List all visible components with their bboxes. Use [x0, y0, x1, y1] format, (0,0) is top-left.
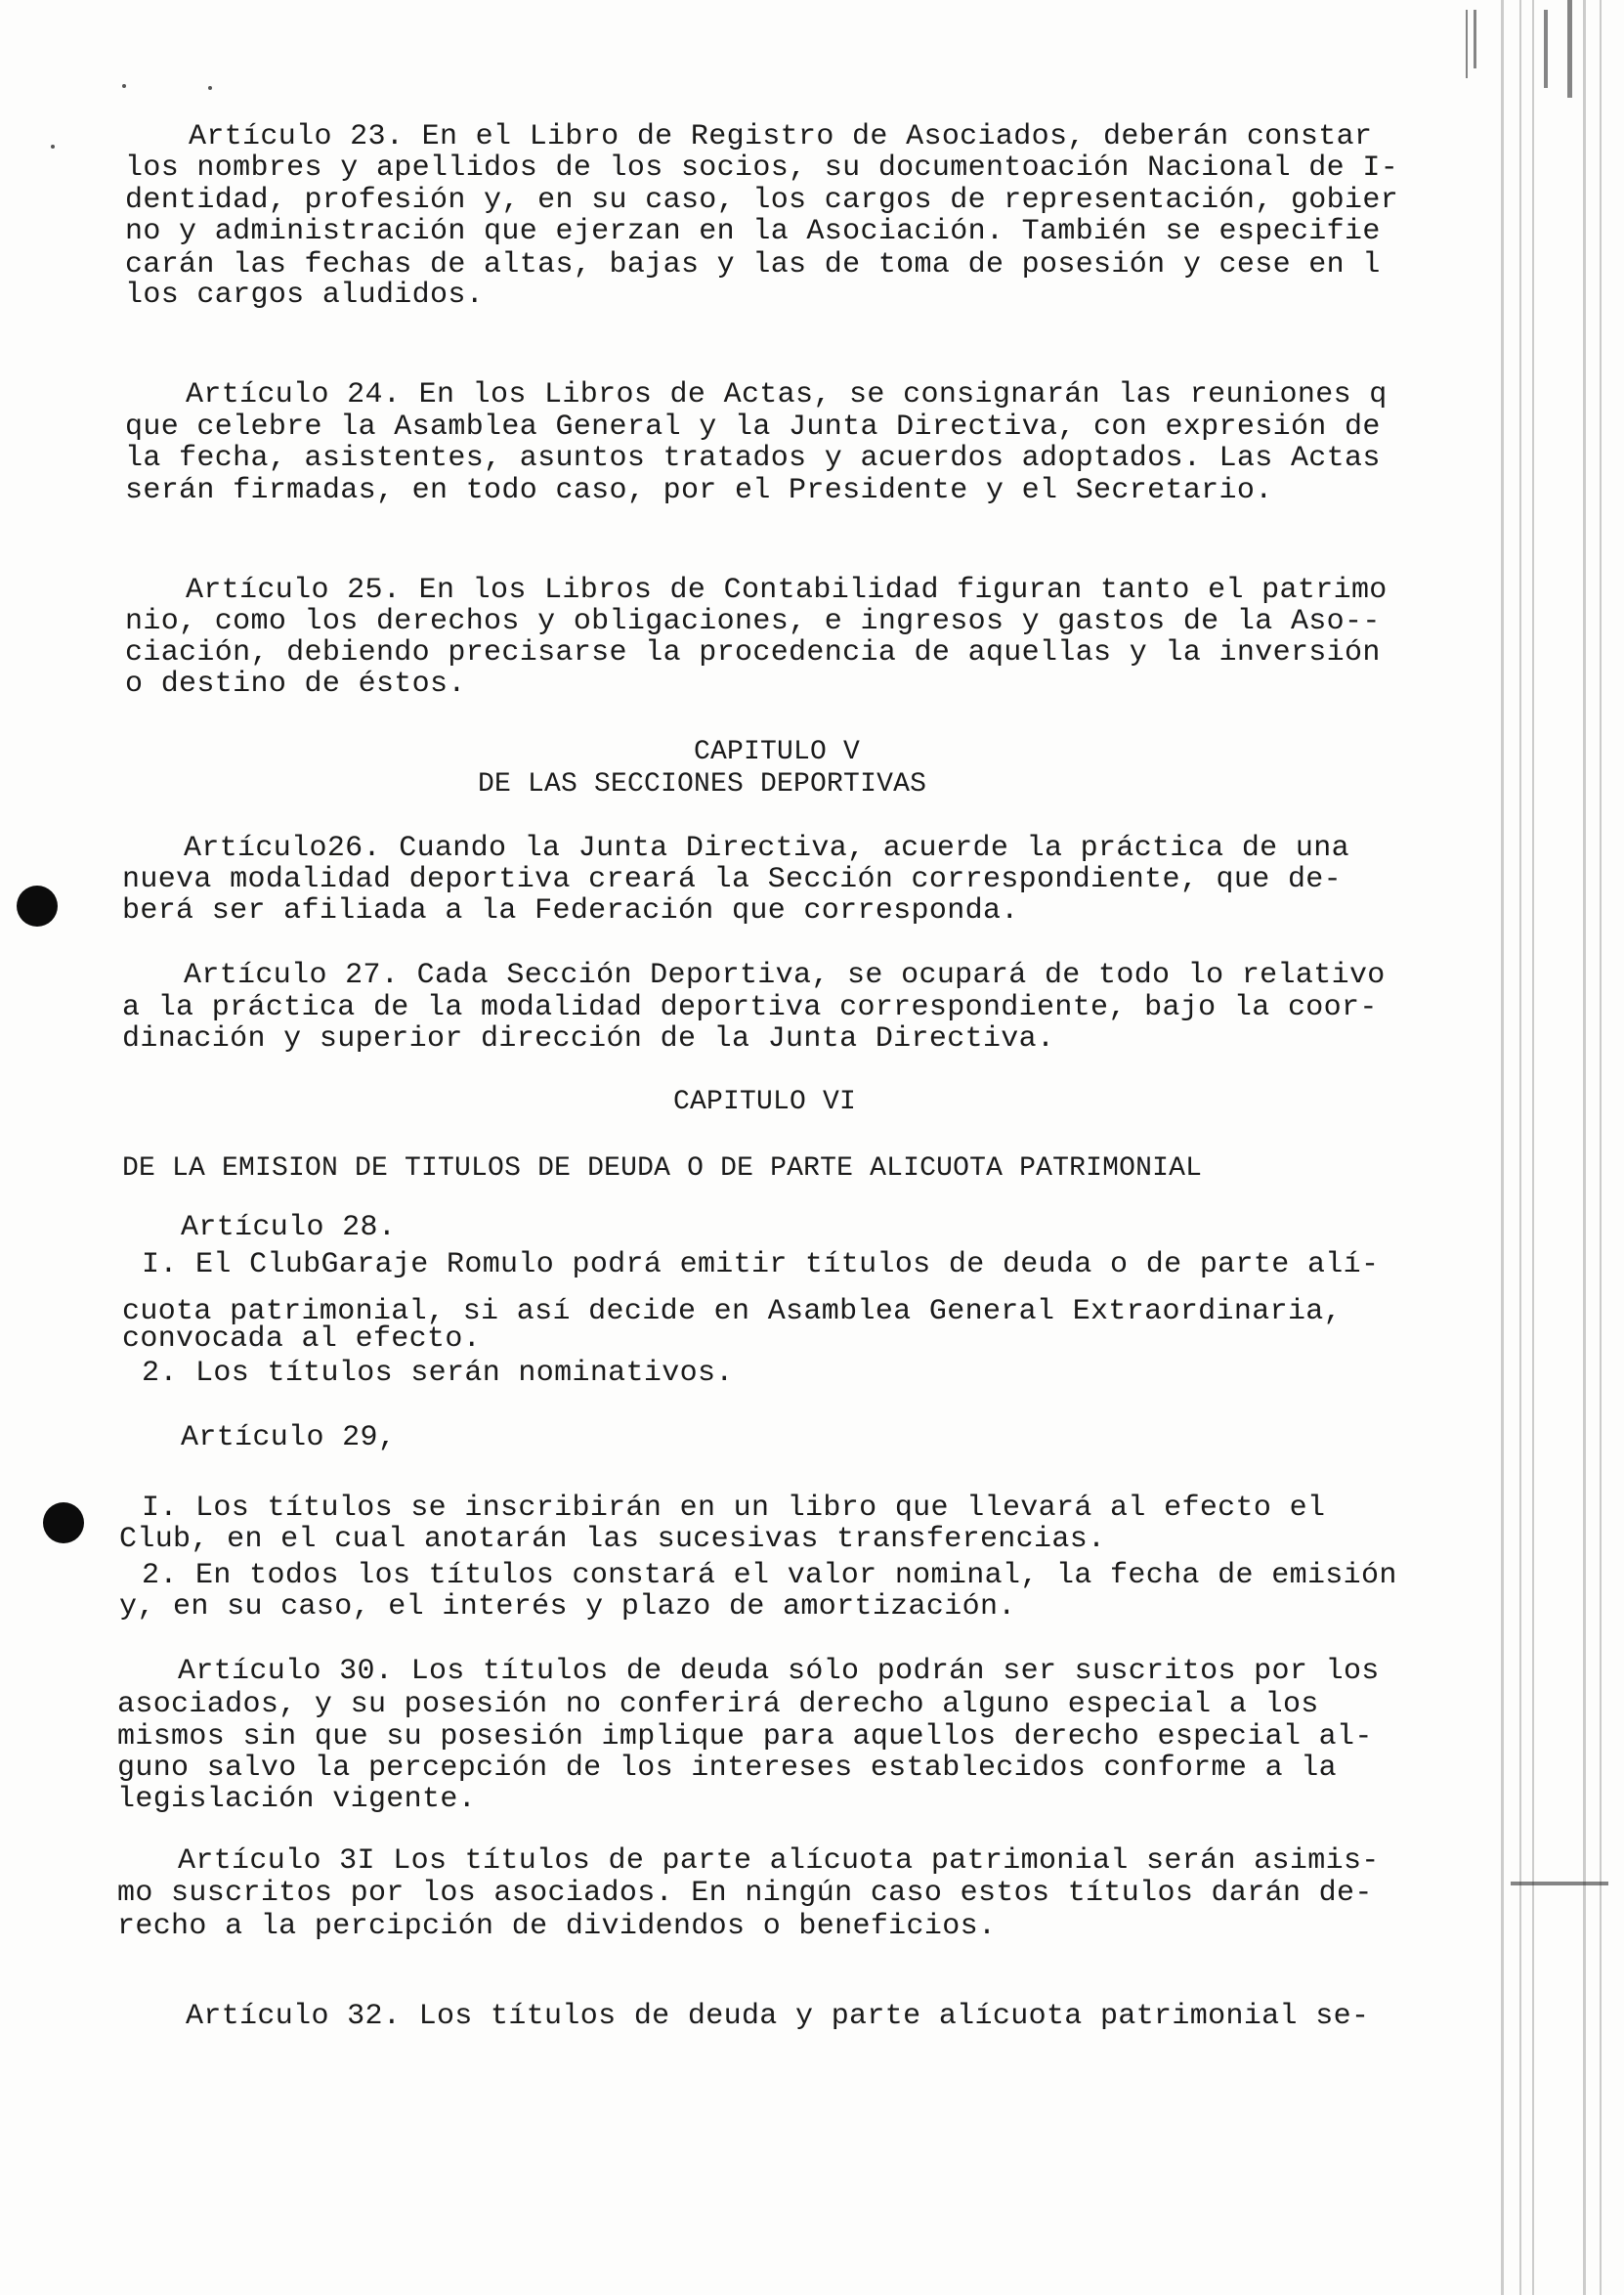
- text-line: asociados, y su posesión no conferirá derecho alguno especial a los: [117, 1688, 1319, 1721]
- text-line: Artículo 29,: [181, 1421, 397, 1454]
- text-line: que celebre la Asamblea General y la Junta Directiva, con expresión de: [125, 411, 1381, 444]
- speck: [208, 86, 212, 90]
- text-line: nueva modalidad deportiva creará la Sección correspondiente, que de-: [122, 863, 1342, 896]
- text-line: Artículo26. Cuando la Junta Directiva, acuerde la práctica de una: [184, 832, 1349, 865]
- text-line: serán firmadas, en todo caso, por el Presidente y el Secretario.: [125, 474, 1273, 507]
- scan-streak: [1519, 0, 1521, 2295]
- text-line: ciación, debiendo precisarse la procedencia de aquellas y la inversión: [125, 636, 1381, 670]
- text-line: Artículo 28.: [181, 1211, 397, 1244]
- text-line: los cargos aludidos.: [125, 279, 485, 312]
- scan-streak: [1501, 0, 1504, 2295]
- punch-hole-top: [17, 886, 58, 927]
- text-line: Artículo 23. En el Libro de Registro de Asociados, deberán constar: [189, 120, 1373, 153]
- text-line: o destino de éstos.: [125, 668, 466, 701]
- text-line: carán las fechas de altas, bajas y las de toma de posesión y cese en l: [125, 248, 1381, 281]
- text-line: Artículo 30. Los títulos de deuda sólo podrán ser suscritos por los: [178, 1655, 1380, 1688]
- chapter-heading: CAPITULO V: [694, 737, 861, 767]
- scan-streak: [1600, 0, 1602, 2295]
- text-line: legislación vigente.: [117, 1783, 477, 1816]
- chapter-title: DE LAS SECCIONES DEPORTIVAS: [478, 769, 927, 800]
- chapter-heading: CAPITULO VI: [673, 1087, 857, 1117]
- text-line: no y administración que ejerzan en la Asociación. También se especifie: [125, 215, 1381, 248]
- scan-streak: [1567, 0, 1572, 98]
- text-line: recho a la percipción de dividendos o beneficios.: [117, 1910, 997, 1943]
- text-line: los nombres y apellidos de los socios, su documentoación Nacional de I-: [125, 152, 1399, 185]
- punch-hole-bottom: [43, 1502, 84, 1543]
- scan-streak: [1583, 0, 1586, 2295]
- text-line: mismos sin que su posesión implique para aquellos derecho especial al-: [117, 1720, 1373, 1754]
- text-line: I. Los títulos se inscribirán en un libro que llevará al efecto el: [142, 1492, 1326, 1525]
- scan-streak: [1466, 10, 1468, 78]
- text-line: mo suscritos por los asociados. En ningún caso estos títulos darán de-: [117, 1877, 1373, 1910]
- text-line: nio, como los derechos y obligaciones, e ingresos y gastos de la Aso--: [125, 605, 1381, 638]
- text-line: 2. Los títulos serán nominativos.: [142, 1357, 734, 1390]
- text-line: dentidad, profesión y, en su caso, los cargos de representación, gobier: [125, 184, 1399, 217]
- scan-streak: [1511, 1882, 1608, 1885]
- chapter-title: DE LA EMISION DE TITULOS DE DEUDA O DE PARTE ALICUOTA PATRIMONIAL: [122, 1153, 1203, 1184]
- text-line: la fecha, asistentes, asuntos tratados y acuerdos adoptados. Las Actas: [125, 442, 1381, 475]
- scan-streak: [1532, 0, 1534, 2295]
- scan-streak: [1474, 10, 1476, 68]
- text-line: Artículo 27. Cada Sección Deportiva, se ocupará de todo lo relativo: [184, 959, 1386, 992]
- scan-streak: [1544, 10, 1548, 88]
- text-line: Club, en el cual anotarán las sucesivas transferencias.: [119, 1523, 1106, 1556]
- text-line: I. El ClubGaraje Romulo podrá emitir títulos de deuda o de parte alí-: [142, 1248, 1380, 1281]
- text-line: a la práctica de la modalidad deportiva correspondiente, bajo la coor-: [122, 991, 1378, 1024]
- text-line: 2. En todos los títulos constará el valor nominal, la fecha de emisión: [142, 1559, 1397, 1592]
- text-line: berá ser afiliada a la Federación que corresponda.: [122, 894, 1019, 928]
- text-line: cuota patrimonial, si así decide en Asamblea General Extraordinaria,: [122, 1295, 1342, 1328]
- speck: [122, 84, 126, 88]
- text-line: guno salvo la percepción de los intereses establecidos conforme a la: [117, 1752, 1337, 1785]
- text-line: y, en su caso, el interés y plazo de amortización.: [119, 1590, 1016, 1624]
- text-line: Artículo 25. En los Libros de Contabilidad figuran tanto el patrimo: [186, 574, 1388, 607]
- text-line: Artículo 24. En los Libros de Actas, se consignarán las reuniones q: [186, 378, 1388, 411]
- speck: [51, 145, 55, 149]
- text-line: Artículo 3I Los títulos de parte alícuota patrimonial serán asimis-: [178, 1844, 1380, 1878]
- text-line: dinación y superior dirección de la Junta Directiva.: [122, 1022, 1055, 1056]
- text-line: Artículo 32. Los títulos de deuda y parte alícuota patrimonial se-: [186, 2000, 1370, 2033]
- text-line: convocada al efecto.: [122, 1322, 482, 1356]
